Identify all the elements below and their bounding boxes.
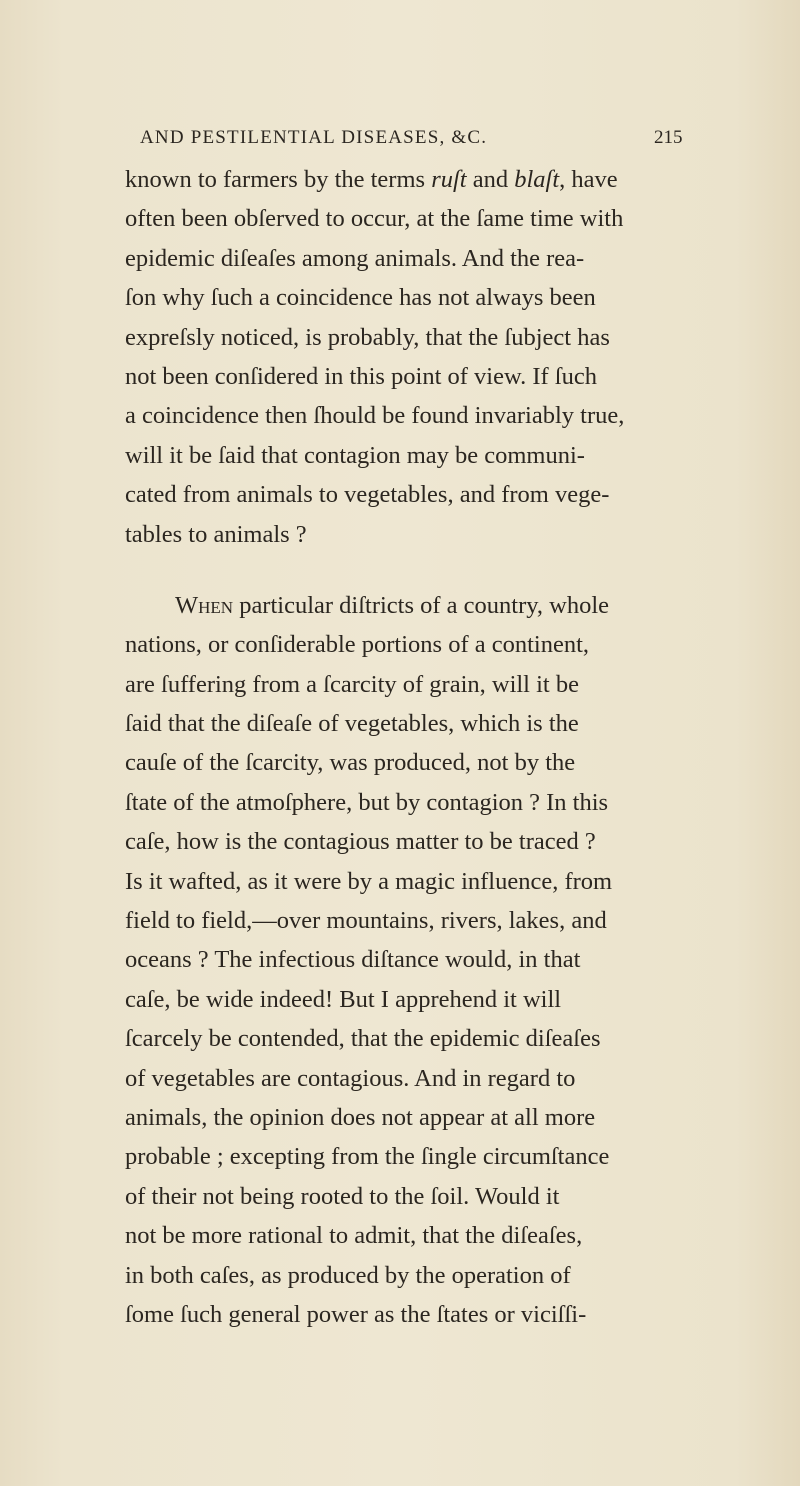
paragraph-2: [125, 586, 800, 1334]
small-caps-lead-word: When: [175, 591, 234, 619]
text-line: nations, or conſiderable portions of a continent,: [125, 631, 590, 659]
body-text: [125, 160, 800, 1334]
text-line: probable ; excepting from the ſingle circumſtance: [125, 1143, 610, 1171]
text-line: are ſuffering from a ſcarcity of grain, will it be: [125, 670, 579, 698]
text-line: often been obſerved to occur, at the ſame time with: [125, 205, 624, 233]
text-line: of vegetables are contagious. And in regard to: [125, 1064, 576, 1092]
text-line: will it be ſaid that contagion may be communi-: [125, 441, 585, 469]
text-line: cated from animals to vegetables, and from vege-: [125, 481, 610, 509]
text-line: ſaid that the diſeaſe of vegetables, which is the: [125, 710, 579, 738]
text-segment: and: [466, 166, 515, 193]
page-number: 215: [654, 127, 683, 148]
text-line: ſcarcely be contended, that the epidemic diſeaſes: [125, 1025, 601, 1053]
text-line: a coincidence then ſhould be found invariably true,: [125, 402, 625, 430]
text-line: Is it wafted, as it were by a magic influence, from: [125, 867, 613, 895]
text-line: of their not being rooted to the ſoil. Would it: [125, 1182, 560, 1210]
text-line: not been conſidered in this point of view. If ſuch: [125, 362, 597, 390]
paragraph-1: [125, 160, 800, 554]
text-line: ſtate of the atmoſphere, but by contagion ? In this: [125, 788, 609, 816]
text-line: tables to animals ?: [125, 520, 307, 548]
running-title: AND PESTILENTIAL DISEASES, &C.: [140, 127, 488, 148]
text-line: oceans ? The infectious diſtance would, in that: [125, 946, 581, 974]
text-line: field to field,—over mountains, rivers, lakes, and: [125, 907, 607, 935]
italic-term-blast: blaſt: [514, 166, 560, 193]
text-line: animals, the opinion does not appear at all more: [125, 1103, 596, 1131]
italic-term-rust: ruſt: [431, 166, 467, 193]
text-line: epidemic diſeaſes among animals. And the rea-: [125, 244, 585, 272]
text-line: [125, 586, 800, 625]
text-segment: known to farmers by the terms: [125, 166, 432, 193]
text-line: caſe, how is the contagious matter to be traced ?: [125, 828, 596, 856]
text-line: in both caſes, as produced by the operation of: [125, 1261, 571, 1289]
paragraph-gap: [125, 554, 800, 586]
text-segment: particular diſtricts of a country, whole: [233, 591, 610, 619]
text-line: [125, 160, 800, 199]
text-line: not be more rational to admit, that the diſeaſes,: [125, 1222, 583, 1250]
text-line: cauſe of the ſcarcity, was produced, not by the: [125, 749, 576, 777]
text-line: ſon why ſuch a coincidence has not always been: [125, 284, 596, 312]
text-line: ſome ſuch general power as the ſtates or viciſſi-: [125, 1300, 587, 1328]
text-segment: , have: [559, 166, 618, 193]
text-line: expreſsly noticed, is probably, that the ſubject has: [125, 323, 610, 351]
page-header: [140, 127, 790, 157]
text-line: caſe, be wide indeed! But I apprehend it will: [125, 985, 562, 1013]
